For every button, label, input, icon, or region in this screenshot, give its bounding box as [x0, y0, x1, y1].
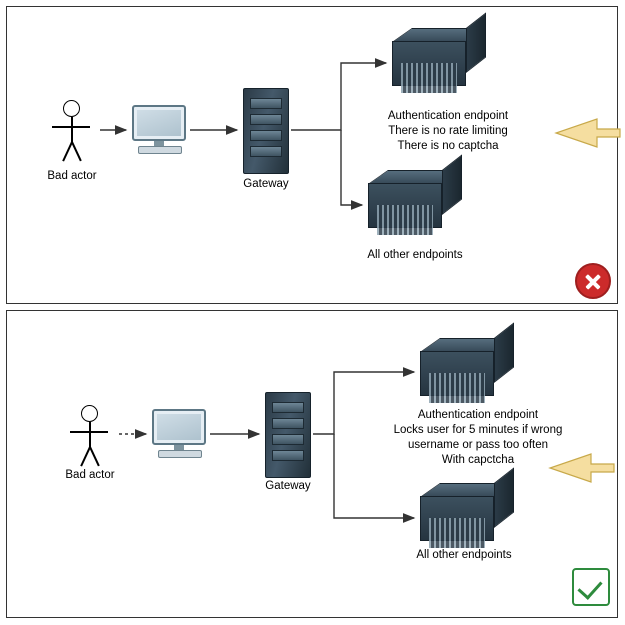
- note-line: There is no rate limiting: [388, 125, 508, 137]
- server-grill-icon: [429, 518, 485, 548]
- actor-leg-left-icon: [80, 447, 90, 467]
- rack-slot-icon: [272, 434, 304, 445]
- actor-leg-right-icon: [71, 142, 81, 162]
- note-line: username or pass too often: [408, 439, 548, 451]
- actor-body-icon: [89, 422, 91, 448]
- gateway-rack-bottom: [265, 392, 311, 478]
- status-badge-invalid: [575, 263, 611, 299]
- rack-slot-icon: [272, 402, 304, 413]
- actor-body-icon: [71, 117, 73, 143]
- keyboard-icon: [138, 146, 182, 154]
- actor-head-icon: [81, 405, 98, 422]
- stick-figure-bad-actor-top: [49, 100, 95, 162]
- actor-arms-icon: [52, 126, 90, 128]
- client-monitor-top: [132, 105, 186, 155]
- label-bad-actor-bottom: Bad actor: [65, 469, 115, 481]
- note-line: There is no captcha: [397, 140, 499, 152]
- note-auth-endpoint-top: [348, 109, 548, 154]
- gateway-rack-top: [243, 88, 289, 174]
- rack-slot-icon: [250, 98, 282, 109]
- monitor-screen-icon: [132, 105, 186, 141]
- actor-leg-right-icon: [89, 447, 99, 467]
- label-all-other-endpoints-top: All other endpoints: [367, 249, 463, 261]
- actor-head-icon: [63, 100, 80, 117]
- actor-leg-left-icon: [62, 142, 72, 162]
- note-auth-endpoint-bottom: [378, 408, 578, 468]
- rack-slot-icon: [250, 114, 282, 125]
- note-line: Authentication endpoint: [417, 409, 539, 421]
- check-mark-icon: [577, 574, 602, 600]
- actor-arms-icon: [70, 431, 108, 433]
- stick-figure-bad-actor-bottom: [67, 405, 113, 467]
- monitor-screen-icon: [152, 409, 206, 445]
- label-gateway-bottom: Gateway: [265, 480, 311, 492]
- keyboard-icon: [158, 450, 202, 458]
- server-grill-icon: [429, 373, 485, 403]
- server-grill-icon: [401, 63, 457, 93]
- server-other-endpoints-top: [368, 170, 462, 228]
- label-bad-actor-top: Bad actor: [47, 170, 97, 182]
- label-gateway-top: Gateway: [243, 178, 289, 190]
- server-front-face: [392, 41, 466, 86]
- note-line: Authentication endpoint: [387, 110, 509, 122]
- server-front-face: [420, 351, 494, 396]
- server-front-face: [368, 183, 442, 228]
- panel-insecure-architecture: [6, 6, 618, 304]
- server-grill-icon: [377, 205, 433, 235]
- client-monitor-bottom: [152, 409, 206, 459]
- server-front-face: [420, 496, 494, 541]
- note-line: With capctcha: [441, 454, 515, 466]
- status-badge-valid: [572, 568, 610, 606]
- label-all-other-endpoints-bottom: All other endpoints: [416, 549, 512, 561]
- rack-slot-icon: [272, 418, 304, 429]
- rack-slot-icon: [272, 450, 304, 461]
- server-auth-endpoint-top: [392, 28, 486, 86]
- server-other-endpoints-bottom: [420, 483, 514, 541]
- note-line: Locks user for 5 minutes if wrong: [393, 424, 563, 436]
- server-auth-endpoint-bottom: [420, 338, 514, 396]
- rack-slot-icon: [250, 130, 282, 141]
- rack-slot-icon: [250, 146, 282, 157]
